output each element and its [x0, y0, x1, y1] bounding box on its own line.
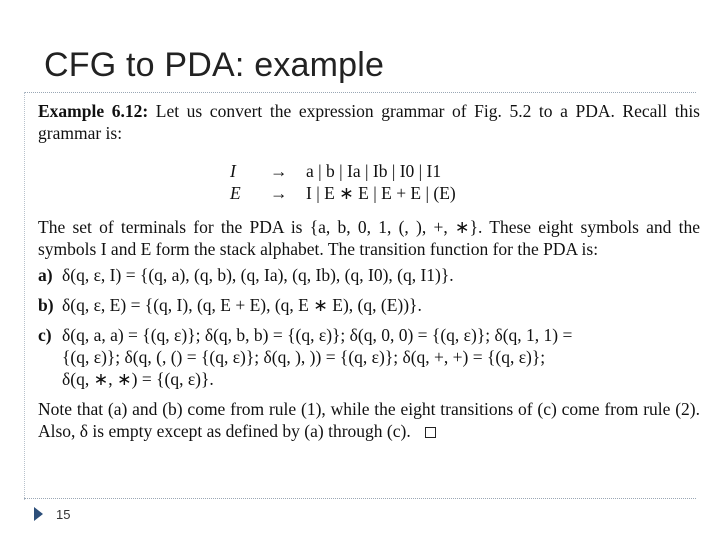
example-label: Example 6.12: — [38, 101, 149, 121]
transition-label: c) — [38, 325, 52, 345]
note-paragraph — [38, 398, 700, 442]
grammar-arrow: → — [270, 183, 288, 203]
transition-label: a) — [38, 265, 53, 285]
transition-text: δ(q, a, a) = {(q, ε)}; δ(q, b, b) = {(q, ε)}; δ(q, 0, 0) = {(q, ε)}; δ(q, 1, 1) = — [62, 325, 573, 345]
transition-item — [38, 324, 700, 390]
grammar-arrow: → — [270, 161, 288, 181]
transition-item — [38, 264, 700, 286]
transition-label: b) — [38, 295, 54, 315]
slide-title: CFG to PDA: example — [44, 46, 385, 84]
example-intro — [38, 100, 700, 144]
bottom-divider — [24, 498, 696, 499]
transition-text: δ(q, ε, E) = {(q, I), (q, E + E), (q, E ∗ E), (q, (E))}. — [62, 295, 422, 315]
transition-item — [38, 294, 700, 316]
transition-continuation: δ(q, ∗, ∗) = {(q, ε)}. — [62, 369, 214, 389]
title-divider — [24, 92, 696, 93]
grammar-lhs: E — [230, 183, 241, 203]
transition-list — [38, 264, 700, 390]
transition-first-line — [38, 324, 700, 346]
example-text-block — [38, 100, 700, 442]
note-text: Note that (a) and (b) come from rule (1), while the eight transitions of (c) come from rule (2). Also, δ is empty except as defined by (a) through (c). — [38, 399, 700, 441]
grammar-rhs: a | b | Ia | Ib | I0 | I1 — [306, 161, 442, 181]
grammar-lhs: I — [230, 161, 236, 181]
grammar-rhs: I | E ∗ E | E + E | (E) — [306, 183, 456, 203]
transition-continuation: {(q, ε)}; δ(q, (, () = {(q, ε)}; δ(q, ), )) = {(q, ε)}; δ(q, +, +) = {(q, ε)}; — [62, 347, 546, 367]
page-number: 15 — [56, 507, 71, 522]
end-of-proof-icon — [425, 427, 436, 438]
transition-text: δ(q, ε, I) = {(q, a), (q, b), (q, Ia), (q, Ib), (q, I0), (q, I1)}. — [62, 265, 454, 285]
grammar-rule — [230, 182, 700, 204]
grammar-block — [230, 160, 700, 204]
example-intro-text: Let us convert the expression grammar of Fig. 5.2 to a PDA. Recall this grammar is: — [38, 101, 700, 143]
stack-alphabet-paragraph: The set of terminals for the PDA is {a, b, 0, 1, (, ), +, ∗}. These eight symbols and the symbols I and E form the stack alphabet. The transition function for the PDA is: — [38, 217, 700, 259]
left-divider — [24, 92, 25, 500]
page-number-marker — [34, 507, 43, 521]
grammar-rule — [230, 160, 700, 182]
